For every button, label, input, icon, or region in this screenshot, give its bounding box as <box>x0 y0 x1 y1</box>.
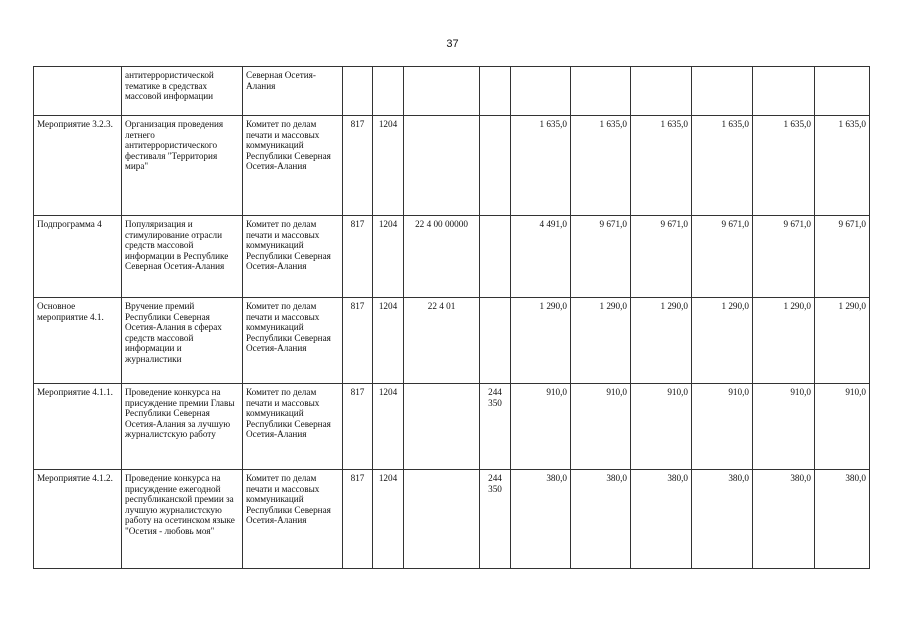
row-rz-cell: 1204 <box>373 116 404 216</box>
row-code-cell <box>34 67 122 116</box>
row-value-cell: 9 671,0 <box>815 216 870 298</box>
row-value-cell: 1 290,0 <box>753 298 815 384</box>
row-grbs-cell <box>343 67 373 116</box>
row-value-cell: 1 635,0 <box>571 116 631 216</box>
row-grbs-cell: 817 <box>343 298 373 384</box>
table-row <box>34 116 870 216</box>
row-value-cell: 380,0 <box>631 470 692 569</box>
row-value-cell: 1 635,0 <box>631 116 692 216</box>
row-grbs-cell: 817 <box>343 470 373 569</box>
row-csr-cell <box>404 470 480 569</box>
row-value-cell: 4 491,0 <box>511 216 571 298</box>
row-vr-cell <box>480 116 511 216</box>
row-vr-cell: 244 350 <box>480 470 511 569</box>
row-name-cell: антитеррористической тематике в средствах массовой информации <box>122 67 243 116</box>
table-row <box>34 298 870 384</box>
row-csr-cell: 22 4 01 <box>404 298 480 384</box>
row-code-cell: Мероприятие 4.1.2. <box>34 470 122 569</box>
row-value-cell <box>571 67 631 116</box>
row-value-cell: 9 671,0 <box>631 216 692 298</box>
row-name-cell: Проведение конкурса на присуждение премии Главы Республики Северная Осетия-Алания за лучшую журналистскую работу <box>122 384 243 470</box>
row-rz-cell <box>373 67 404 116</box>
row-value-cell: 9 671,0 <box>753 216 815 298</box>
row-rz-cell: 1204 <box>373 384 404 470</box>
row-name-cell: Популяризация и стимулирование отрасли средств массовой информации в Республике Северная Осетия-Алания <box>122 216 243 298</box>
row-executor-cell: Северная Осетия-Алания <box>243 67 343 116</box>
table-body <box>34 67 870 569</box>
row-value-cell: 1 290,0 <box>692 298 753 384</box>
row-value-cell: 910,0 <box>511 384 571 470</box>
row-value-cell: 380,0 <box>753 470 815 569</box>
row-value-cell <box>815 67 870 116</box>
row-executor-cell: Комитет по делам печати и массовых коммуникаций Республики Северная Осетия-Алания <box>243 384 343 470</box>
row-csr-cell <box>404 384 480 470</box>
row-value-cell: 910,0 <box>753 384 815 470</box>
row-name-cell: Организация проведения летнего антитеррористического фестиваля "Территория мира" <box>122 116 243 216</box>
row-code-cell: Подпрограмма 4 <box>34 216 122 298</box>
row-name-cell: Проведение конкурса на присуждение ежегодной республиканской премии за лучшую журналистскую работу на осетинском языке "Осетия - любовь моя" <box>122 470 243 569</box>
row-csr-cell: 22 4 00 00000 <box>404 216 480 298</box>
table-row <box>34 67 870 116</box>
row-executor-cell: Комитет по делам печати и массовых коммуникаций Республики Северная Осетия-Алания <box>243 298 343 384</box>
row-value-cell: 910,0 <box>571 384 631 470</box>
row-vr-cell <box>480 67 511 116</box>
row-code-cell: Основное мероприятие 4.1. <box>34 298 122 384</box>
row-grbs-cell: 817 <box>343 116 373 216</box>
row-value-cell: 910,0 <box>631 384 692 470</box>
row-value-cell: 1 290,0 <box>571 298 631 384</box>
row-value-cell: 910,0 <box>815 384 870 470</box>
row-value-cell: 380,0 <box>815 470 870 569</box>
row-vr-cell: 244 350 <box>480 384 511 470</box>
row-value-cell: 910,0 <box>692 384 753 470</box>
row-code-cell: Мероприятие 4.1.1. <box>34 384 122 470</box>
row-rz-cell: 1204 <box>373 470 404 569</box>
row-grbs-cell: 817 <box>343 384 373 470</box>
row-value-cell: 1 290,0 <box>631 298 692 384</box>
row-rz-cell: 1204 <box>373 298 404 384</box>
row-value-cell: 1 290,0 <box>511 298 571 384</box>
table-row <box>34 470 870 569</box>
page-number: 37 <box>446 38 459 50</box>
row-value-cell <box>753 67 815 116</box>
row-value-cell: 1 635,0 <box>511 116 571 216</box>
row-value-cell <box>511 67 571 116</box>
row-csr-cell <box>404 67 480 116</box>
budget-table <box>33 66 870 569</box>
row-value-cell: 380,0 <box>511 470 571 569</box>
row-csr-cell <box>404 116 480 216</box>
table-row <box>34 216 870 298</box>
table-row <box>34 384 870 470</box>
row-vr-cell <box>480 298 511 384</box>
row-value-cell <box>692 67 753 116</box>
row-value-cell: 1 635,0 <box>815 116 870 216</box>
row-value-cell: 1 290,0 <box>815 298 870 384</box>
row-value-cell <box>631 67 692 116</box>
row-rz-cell: 1204 <box>373 216 404 298</box>
row-grbs-cell: 817 <box>343 216 373 298</box>
row-value-cell: 1 635,0 <box>692 116 753 216</box>
row-value-cell: 380,0 <box>692 470 753 569</box>
row-vr-cell <box>480 216 511 298</box>
row-value-cell: 380,0 <box>571 470 631 569</box>
row-executor-cell: Комитет по делам печати и массовых коммуникаций Республики Северная Осетия-Алания <box>243 116 343 216</box>
row-name-cell: Вручение премий Республики Северная Осетия-Алания в сферах средств массовой информации и журналистики <box>122 298 243 384</box>
row-value-cell: 9 671,0 <box>571 216 631 298</box>
row-value-cell: 9 671,0 <box>692 216 753 298</box>
row-code-cell: Мероприятие 3.2.3. <box>34 116 122 216</box>
row-executor-cell: Комитет по делам печати и массовых коммуникаций Республики Северная Осетия-Алания <box>243 216 343 298</box>
row-value-cell: 1 635,0 <box>753 116 815 216</box>
row-executor-cell: Комитет по делам печати и массовых коммуникаций Республики Северная Осетия-Алания <box>243 470 343 569</box>
